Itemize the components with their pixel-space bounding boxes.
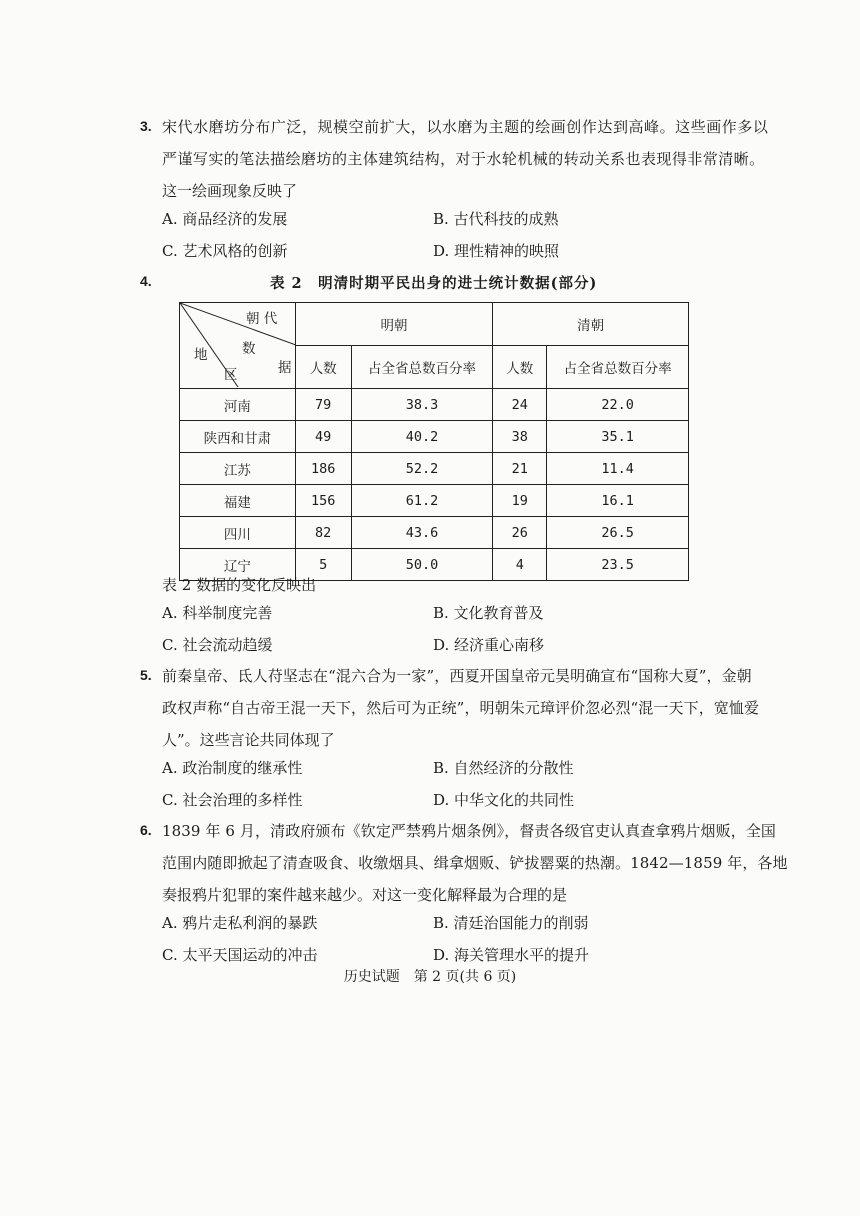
cell-ming-percent: 61.2 bbox=[351, 485, 493, 517]
question-6-line-3: 奏报鸦片犯罪的案件越来越少。对这一变化解释最为合理的是 bbox=[162, 886, 568, 904]
header-qing-count: 人数 bbox=[493, 346, 547, 389]
table-2-caption: 表 2 明清时期平民出身的进士统计数据(部分) bbox=[270, 275, 598, 292]
header-ming-count: 人数 bbox=[295, 346, 351, 389]
cell-qing-count: 38 bbox=[493, 421, 547, 453]
table-row bbox=[180, 453, 689, 485]
question-5-line-2: 政权声称“自古帝王混一天下，然后可为正统”，明朝朱元璋评价忽必烈“混一天下，宽恤爱 bbox=[162, 699, 760, 717]
question-6-option-a[interactable]: A. 鸦片走私利润的暴跌 bbox=[162, 914, 318, 932]
question-3-option-a[interactable]: A. 商品经济的发展 bbox=[162, 210, 288, 228]
question-3-line-2: 严谨写实的笔法描绘磨坊的主体建筑结构，对于水轮机械的转动关系也表现得非常清晰。 bbox=[162, 150, 765, 168]
question-5-line-1: 前秦皇帝、氐人苻坚志在“混六合为一家”，西夏开国皇帝元昊明确宣布“国称大夏”，金朝 bbox=[162, 667, 752, 685]
question-3-option-c[interactable]: C. 艺术风格的创新 bbox=[162, 242, 288, 260]
table-row bbox=[180, 389, 689, 421]
table-row bbox=[180, 517, 689, 549]
cell-region: 江苏 bbox=[180, 453, 296, 485]
table-row bbox=[180, 421, 689, 453]
corner-dynasty-label: 朝 代 bbox=[246, 311, 278, 327]
question-4-option-c[interactable]: C. 社会流动趋缓 bbox=[162, 636, 273, 654]
header-qing: 清朝 bbox=[493, 303, 689, 346]
cell-qing-count: 4 bbox=[493, 549, 547, 581]
cell-ming-count: 156 bbox=[295, 485, 351, 517]
cell-qing-percent: 26.5 bbox=[547, 517, 689, 549]
question-6-option-c[interactable]: C. 太平天国运动的冲击 bbox=[162, 946, 318, 964]
question-3-number: 3. bbox=[140, 118, 152, 134]
question-4-option-d[interactable]: D. 经济重心南移 bbox=[433, 636, 545, 654]
question-6-line-2: 范围内随即掀起了清查吸食、收缴烟具、缉拿烟贩、铲拔罂粟的热潮。1842—1859 年，各地 bbox=[162, 854, 788, 872]
corner-data-label-1: 数 bbox=[242, 341, 256, 357]
cell-qing-count: 26 bbox=[493, 517, 547, 549]
question-3-option-d[interactable]: D. 理性精神的映照 bbox=[433, 242, 560, 260]
corner-data-label-2: 据 bbox=[278, 360, 292, 376]
question-6-option-b[interactable]: B. 清廷治国能力的削弱 bbox=[433, 914, 589, 932]
question-5-option-b[interactable]: B. 自然经济的分散性 bbox=[433, 759, 574, 777]
corner-region-label-1: 地 bbox=[194, 347, 208, 363]
question-6-number: 6. bbox=[140, 822, 152, 838]
cell-qing-count: 21 bbox=[493, 453, 547, 485]
cell-region: 辽宁 bbox=[180, 549, 296, 581]
header-ming: 明朝 bbox=[295, 303, 493, 346]
cell-ming-percent: 52.2 bbox=[351, 453, 493, 485]
question-5-option-c[interactable]: C. 社会治理的多样性 bbox=[162, 791, 303, 809]
cell-qing-count: 19 bbox=[493, 485, 547, 517]
cell-qing-count: 24 bbox=[493, 389, 547, 421]
question-5-number: 5. bbox=[140, 667, 152, 683]
cell-qing-percent: 11.4 bbox=[547, 453, 689, 485]
question-4-number: 4. bbox=[140, 273, 152, 289]
question-5-option-d[interactable]: D. 中华文化的共同性 bbox=[433, 791, 575, 809]
question-3-line-1: 宋代水磨坊分布广泛，规模空前扩大，以水磨为主题的绘画创作达到高峰。这些画作多以 bbox=[162, 118, 769, 136]
cell-ming-count: 186 bbox=[295, 453, 351, 485]
cell-ming-percent: 50.0 bbox=[351, 549, 493, 581]
table-corner-header bbox=[180, 303, 296, 389]
question-3-option-b[interactable]: B. 古代科技的成熟 bbox=[433, 210, 559, 228]
page-footer: 历史试题 第 2 页(共 6 页) bbox=[343, 969, 517, 985]
table-row bbox=[180, 485, 689, 517]
cell-ming-percent: 38.3 bbox=[351, 389, 493, 421]
cell-qing-percent: 23.5 bbox=[547, 549, 689, 581]
cell-ming-count: 79 bbox=[295, 389, 351, 421]
cell-ming-count: 82 bbox=[295, 517, 351, 549]
table-2 bbox=[179, 302, 689, 581]
question-6-line-1: 1839 年 6 月，清政府颁布《钦定严禁鸦片烟条例》，督责各级官吏认真查拿鸦片烟贩，全国 bbox=[162, 822, 777, 840]
question-4-stem: 表 2 数据的变化反映出 bbox=[162, 576, 317, 594]
cell-qing-percent: 16.1 bbox=[547, 485, 689, 517]
question-6-option-d[interactable]: D. 海关管理水平的提升 bbox=[433, 946, 590, 964]
cell-region: 四川 bbox=[180, 517, 296, 549]
cell-qing-percent: 22.0 bbox=[547, 389, 689, 421]
question-4-option-a[interactable]: A. 科举制度完善 bbox=[162, 604, 273, 622]
cell-ming-percent: 40.2 bbox=[351, 421, 493, 453]
question-5-line-3: 人”。这些言论共同体现了 bbox=[162, 731, 335, 749]
question-4-option-b[interactable]: B. 文化教育普及 bbox=[433, 604, 544, 622]
cell-ming-percent: 43.6 bbox=[351, 517, 493, 549]
cell-region: 河南 bbox=[180, 389, 296, 421]
corner-region-label-2: 区 bbox=[224, 367, 238, 383]
question-5-option-a[interactable]: A. 政治制度的继承性 bbox=[162, 759, 303, 777]
header-qing-percent: 占全省总数百分率 bbox=[547, 346, 689, 389]
question-3-line-3: 这一绘画现象反映了 bbox=[162, 182, 298, 200]
cell-region: 福建 bbox=[180, 485, 296, 517]
cell-ming-count: 5 bbox=[295, 549, 351, 581]
cell-region: 陕西和甘肃 bbox=[180, 421, 296, 453]
cell-ming-count: 49 bbox=[295, 421, 351, 453]
header-ming-percent: 占全省总数百分率 bbox=[351, 346, 493, 389]
cell-qing-percent: 35.1 bbox=[547, 421, 689, 453]
